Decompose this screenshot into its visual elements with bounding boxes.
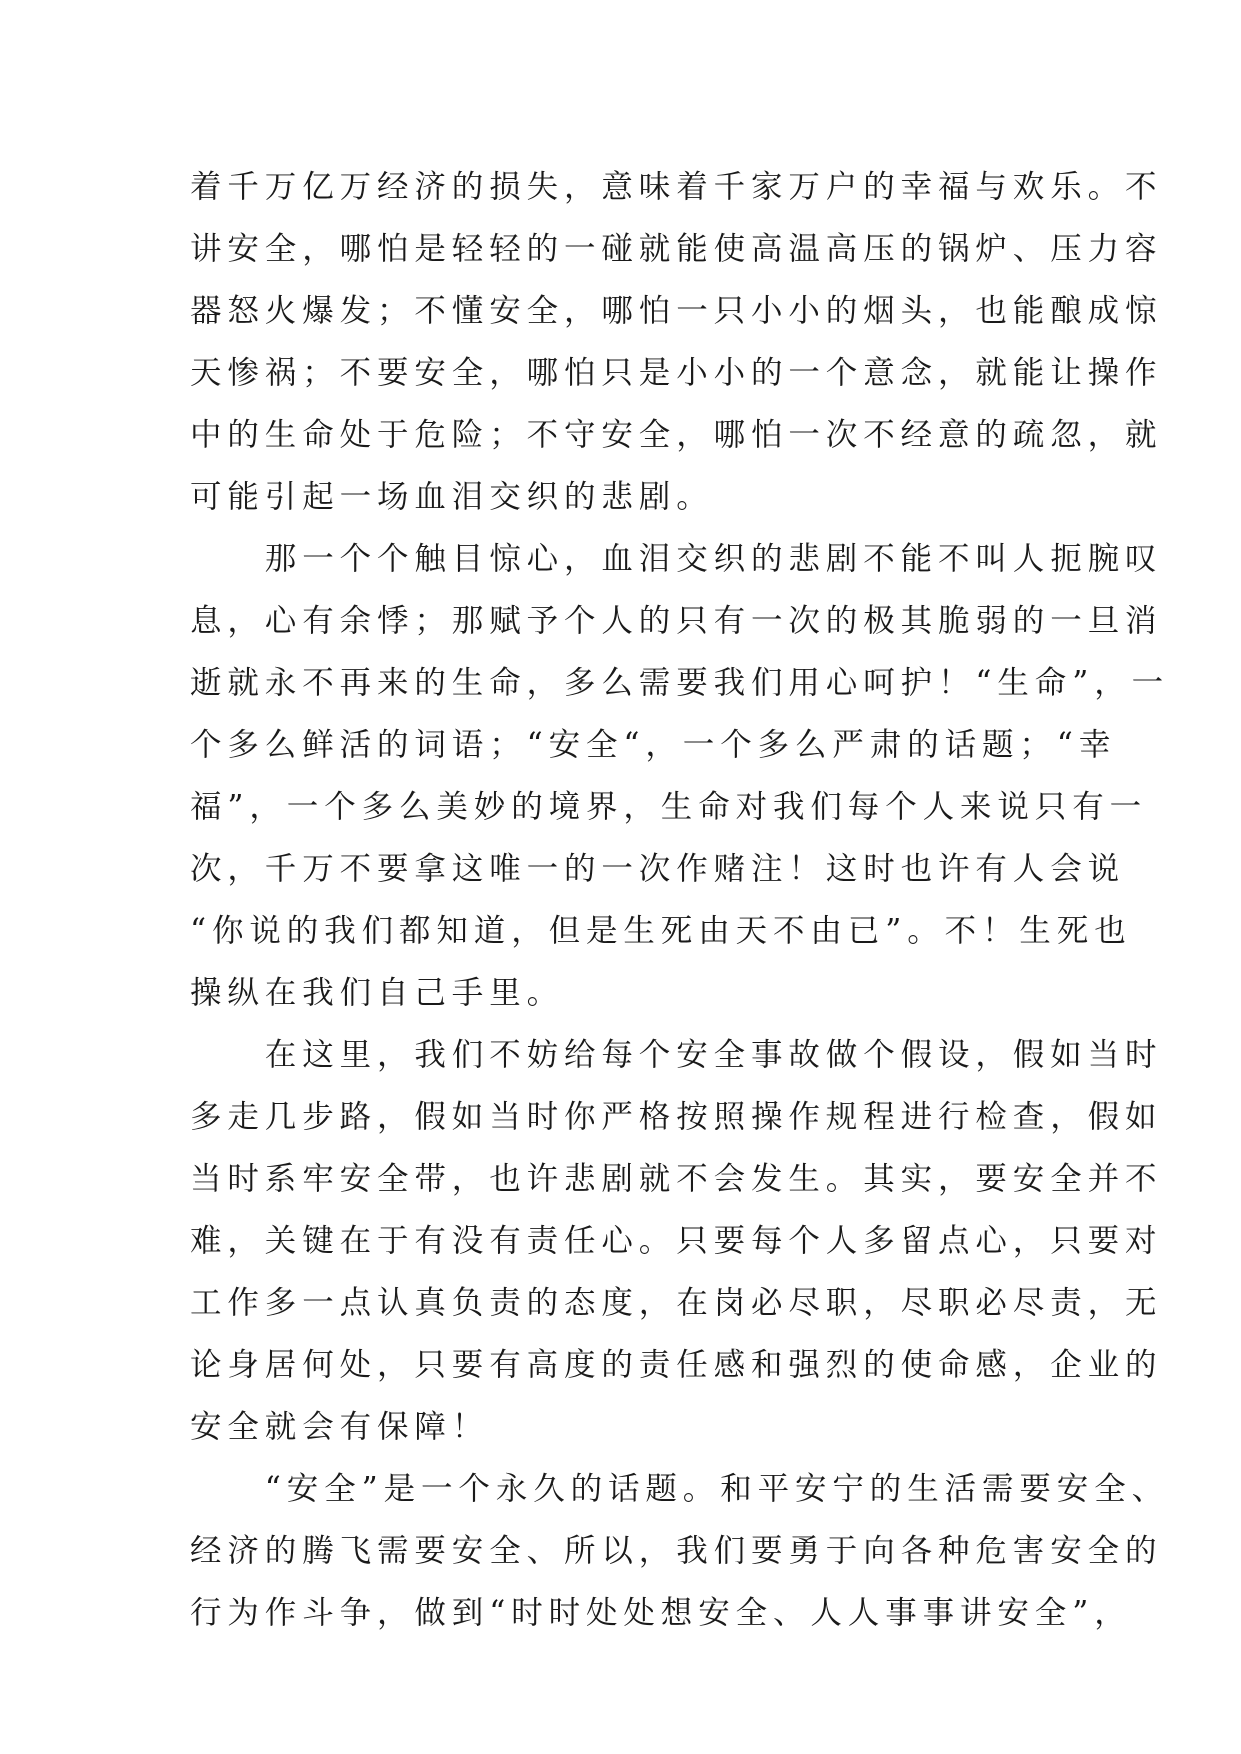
text-line: 论身居何处，只要有高度的责任感和强烈的使命感，企业的	[190, 1347, 1163, 1383]
text-line: 息，心有余悸；那赋予个人的只有一次的极其脆弱的一旦消	[190, 603, 1163, 639]
paragraph-3	[190, 1024, 1163, 1458]
text-line: 难，关键在于有没有责任心。只要每个人多留点心，只要对	[190, 1223, 1163, 1259]
text-line: 天惨祸；不要安全，哪怕只是小小的一个意念，就能让操作	[190, 355, 1163, 391]
text-line: 着千万亿万经济的损失，意味着千家万户的幸福与欢乐。不	[190, 169, 1163, 205]
text-line: 行为作斗争，做到“时时处处想安全、人人事事讲安全”，	[190, 1595, 1132, 1631]
text-line: 经济的腾飞需要安全、所以，我们要勇于向各种危害安全的	[190, 1533, 1163, 1569]
text-line: 器怒火爆发；不懂安全，哪怕一只小小的烟头，也能酿成惊	[190, 293, 1163, 329]
text-line: 次，千万不要拿这唯一的一次作赌注！这时也许有人会说	[190, 851, 1126, 887]
text-line: 可能引起一场血泪交织的悲剧。	[190, 479, 714, 515]
text-line: 安全就会有保障！	[190, 1409, 490, 1445]
paragraph-2	[190, 528, 1170, 1024]
text-line: 在这里，我们不妨给每个安全事故做个假设，假如当时	[190, 1037, 1163, 1073]
text-line: “你说的我们都知道，但是生死由天不由已”。不！生死也	[190, 913, 1132, 949]
paragraph-4	[190, 1458, 1170, 1644]
text-line: 那一个个触目惊心，血泪交织的悲剧不能不叫人扼腕叹	[190, 541, 1163, 577]
text-line: “安全”是一个永久的话题。和平安宁的生活需要安全、	[190, 1471, 1170, 1507]
text-line: 讲安全，哪怕是轻轻的一碰就能使高温高压的锅炉、压力容	[190, 231, 1163, 267]
text-line: 个多么鲜活的词语；“安全“，一个多么严肃的话题；“幸	[190, 727, 1117, 763]
paragraph-1	[190, 156, 1163, 528]
text-line: 逝就永不再来的生命，多么需要我们用心呵护！“生命”，一	[190, 665, 1170, 701]
text-line: 当时系牢安全带，也许悲剧就不会发生。其实，要安全并不	[190, 1161, 1163, 1197]
document-body	[190, 156, 1170, 1644]
text-line: 中的生命处于危险；不守安全，哪怕一次不经意的疏忽，就	[190, 417, 1163, 453]
text-line: 操纵在我们自己手里。	[190, 975, 565, 1011]
text-line: 工作多一点认真负责的态度，在岗必尽职，尽职必尽责，无	[190, 1285, 1163, 1321]
text-line: 多走几步路，假如当时你严格按照操作规程进行检查，假如	[190, 1099, 1163, 1135]
text-line: 福”，一个多么美妙的境界，生命对我们每个人来说只有一	[190, 789, 1148, 825]
